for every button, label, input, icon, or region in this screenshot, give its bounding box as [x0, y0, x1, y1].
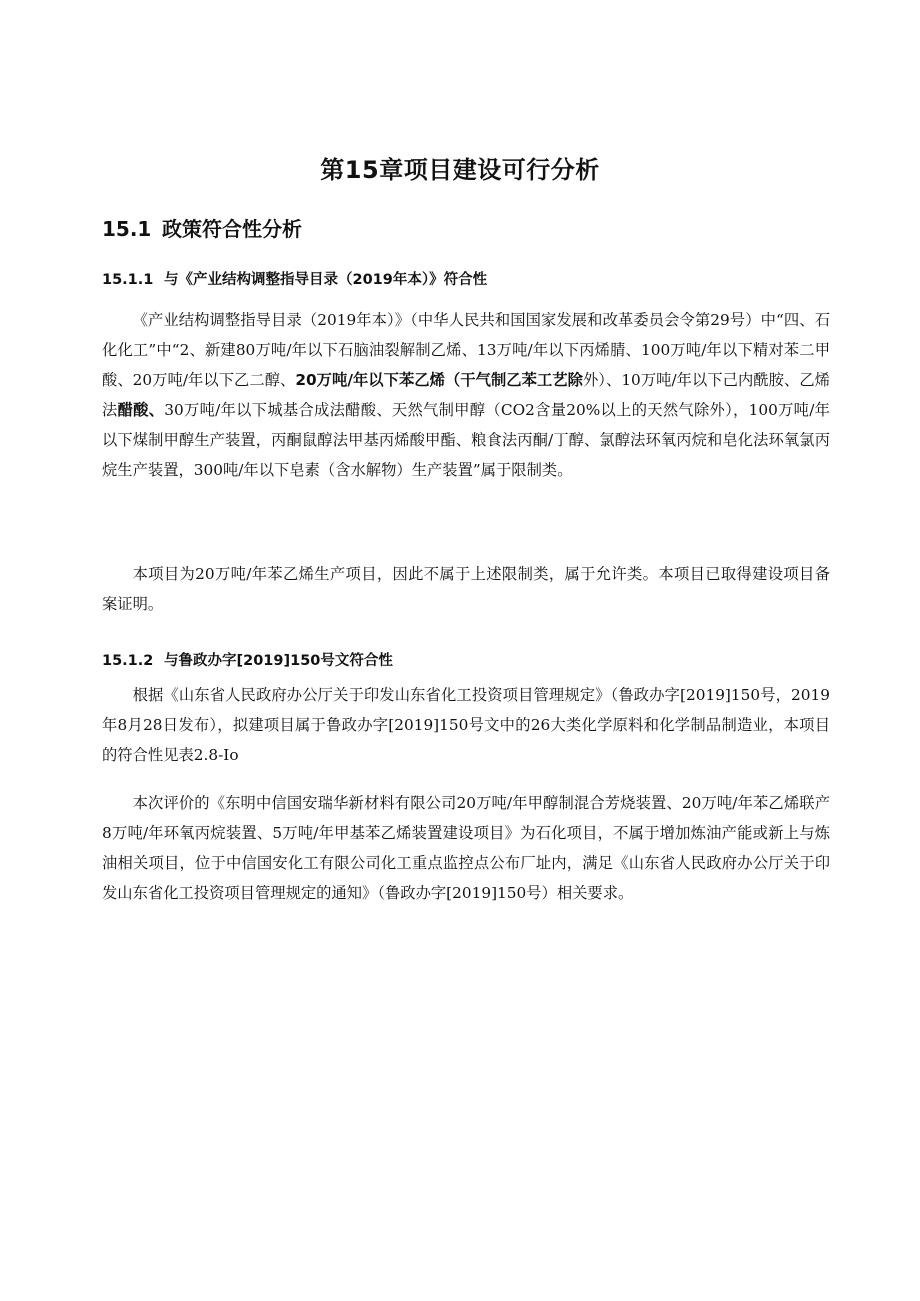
subsection-heading-1 [102, 268, 487, 289]
paragraph-text: 《产业结构调整指导目录（2019年本）》（中华人民共和国国家发展和改革委员会令第29号）中“四、石化化工”中“2、新建80万吨/年以下石脑油裂解制乙烯、13万吨/年以下丙烯腈、100万吨/年以下精对苯二甲酸、20万吨/年以下乙二醇、 [102, 311, 830, 389]
subsection-number: 15.1.2 [102, 653, 154, 669]
bold-text: 20万吨/年以下苯乙烯（干气制乙苯工艺除 [295, 371, 583, 389]
section-title: 政策符合性分析 [162, 217, 302, 241]
paragraph-catalog-restriction [102, 305, 830, 485]
section-number: 15.1 [102, 217, 152, 241]
subsection-title: 与鲁政办字[2019]150号文符合性 [164, 653, 393, 669]
paragraph-project-permitted: 本项目为20万吨/年苯乙烯生产项目，因此不属于上述限制类，属于允许类。本项目已取得建设项目备案证明。 [102, 565, 830, 613]
subsection-heading-2 [102, 649, 393, 670]
subsection-title: 与《产业结构调整指导目录（2019年本）》符合性 [164, 272, 488, 288]
paragraph-shandong-regulation: 根据《山东省人民政府办公厅关于印发山东省化工投资项目管理规定》（鲁政办字[2019]150号，2019年8月28日发布），拟建项目属于鲁政办字[2019]150号文中的26大类化学原料和化学制品制造业，本项目的符合性见表2.8-Io [102, 686, 830, 764]
bold-text: 醋酸、 [117, 401, 165, 419]
chapter-title: 第15章项目建设可行分析 [320, 156, 600, 184]
section-heading [102, 213, 302, 242]
subsection-number: 15.1.1 [102, 272, 154, 288]
paragraph-evaluation-compliance: 本次评价的《东明中信国安瑞华新材料有限公司20万吨/年甲醇制混合芳烧装置、20万吨/年苯乙烯联产8万吨/年环氧丙烷装置、5万吨/年甲基苯乙烯装置建设项目》为石化项目，不属于增加炼油产能或新上与炼油相关项目，位于中信国安化工有限公司化工重点监控点公布厂址内，满足《山东省人民政府办公厅关于印发山东省化工投资项目管理规定的通知》（鲁政办字[2019]150号）相关要求。 [102, 794, 830, 902]
paragraph-text: 外）、10万吨/年以下己内酰胺、乙烯法 [102, 371, 830, 419]
paragraph-text: 30万吨/年以下城基合成法醋酸、天然气制甲醇（CO2含量20%以上的天然气除外），100万吨/年以下煤制甲醇生产装置，丙酮鼠醇法甲基丙烯酸甲酯、粮食法丙酮/丁醇、氯醇法环氧丙烷和皂化法环氧氯丙烷生产装置，300吨/年以下皂素（含水解物）生产装置”属于限制类。 [102, 401, 830, 479]
